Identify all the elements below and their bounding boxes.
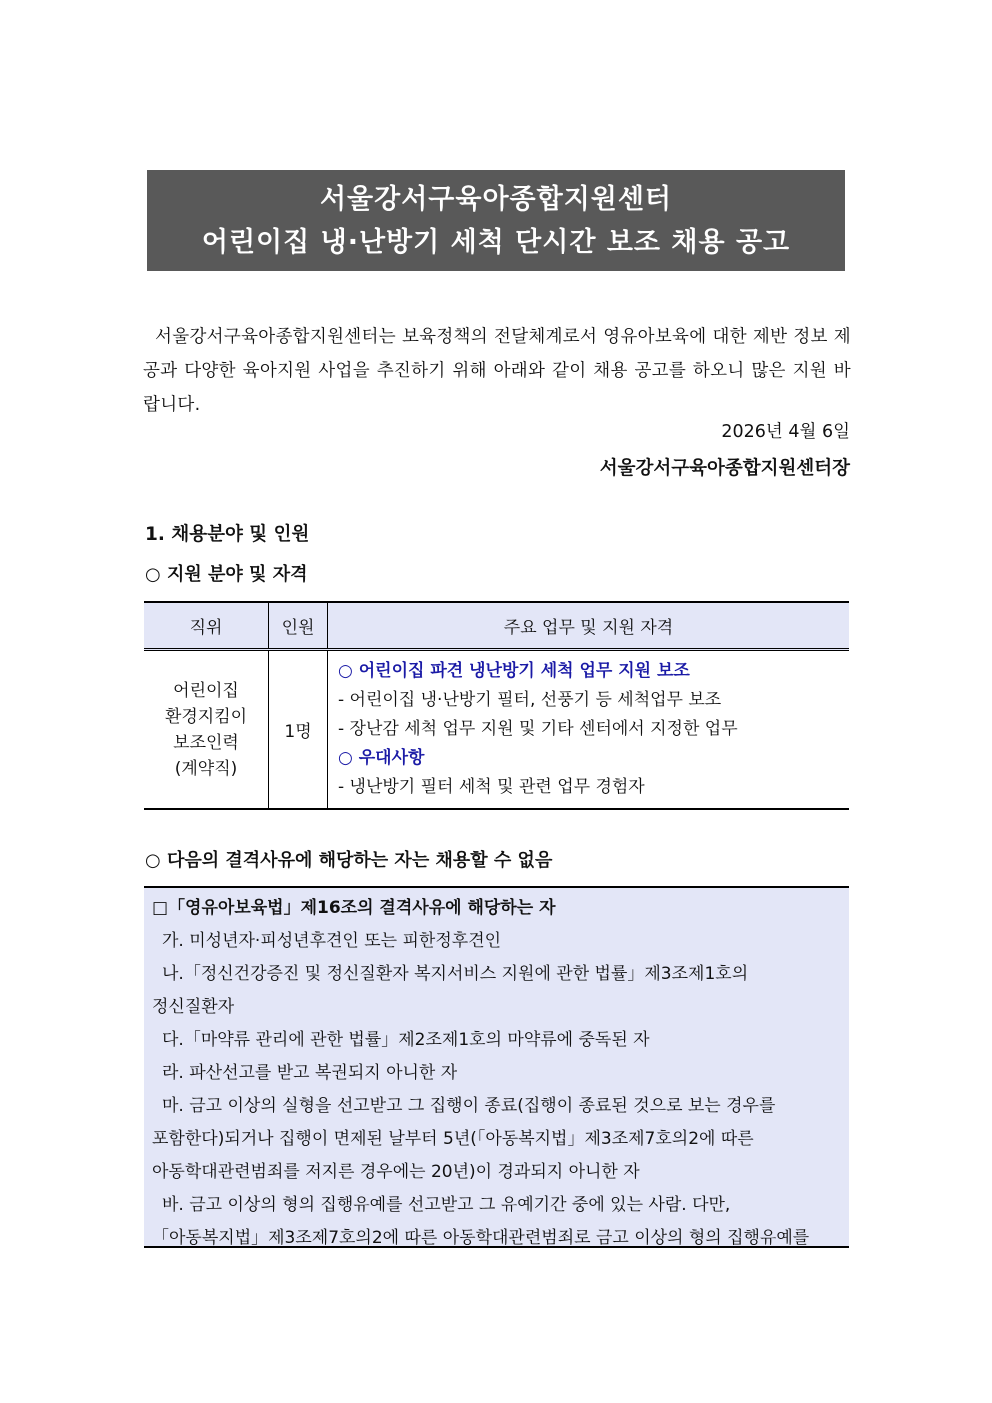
list-item: 아동학대관련범죄를 저지른 경우에는 20년)이 경과되지 아니한 자 (152, 1162, 640, 1182)
list-item: 「아동복지법」제3조제7호의2에 따른 아동학대관련범죄로 금고 이상의 형의 집행유예를 (152, 1228, 810, 1248)
announcement-date: 2026년 4월 6일 (721, 422, 850, 442)
duties-cell (328, 650, 850, 810)
signer: 서울강서구육아종합지원센터장 (599, 458, 850, 479)
list-item: 다.「마약류 관리에 관한 법률」제2조제1호의 마약류에 중독된 자 (162, 1030, 650, 1050)
duty-item: - 장난감 세척 업무 지원 및 기타 센터에서 지정한 업무 (338, 719, 738, 739)
disqualification-heading: ○ 다음의 결격사유에 해당하는 자는 채용할 수 없음 (145, 850, 553, 871)
preference-item: - 냉난방기 필터 세척 및 관련 업무 경험자 (338, 777, 645, 797)
title-line-1: 서울강서구육아종합지원센터 (319, 184, 673, 215)
header-count: 인원 (269, 602, 328, 650)
section-1-heading: 1. 채용분야 및 인원 (145, 524, 310, 545)
jobs-table (144, 601, 849, 810)
position-line: 보조인력 (173, 732, 239, 753)
table-row (144, 650, 849, 810)
list-item: 정신질환자 (152, 997, 235, 1017)
list-item: 라. 파산선고를 받고 복권되지 아니한 자 (162, 1063, 458, 1083)
disqualification-box (144, 886, 849, 1248)
position-line: (계약직) (174, 758, 238, 779)
header-position: 직위 (144, 602, 269, 650)
section-1-subheading: ○ 지원 분야 및 자격 (145, 564, 308, 585)
list-item: 가. 미성년자·피성년후견인 또는 피한정후견인 (162, 931, 502, 951)
intro-text: 서울강서구육아종합지원센터는 보육정책의 전달체계로서 영유아보육에 대한 제반 정보 제공과 다양한 육아지원 사업을 추진하기 위해 아래와 같이 채용 공고를 하오니 많은 지원 바랍니다. (143, 327, 851, 415)
list-item: 마. 금고 이상의 실형을 선고받고 그 집행이 종료(집행이 종료된 것으로 보는 경우를 (162, 1096, 776, 1116)
list-item: 바. 금고 이상의 형의 집행유예를 선고받고 그 유예기간 중에 있는 사람. 다만, (162, 1195, 731, 1215)
position-line: 어린이집 (173, 680, 239, 701)
count-cell: 1명 (269, 650, 328, 810)
duty-item: - 어린이집 냉·난방기 필터, 선풍기 등 세척업무 보조 (338, 690, 722, 710)
duty-heading: ○ 어린이집 파견 냉난방기 세척 업무 지원 보조 (338, 661, 690, 681)
table-header-row (144, 602, 849, 650)
title-box (147, 170, 845, 271)
intro-paragraph (143, 320, 851, 422)
header-duties: 주요 업무 및 지원 자격 (328, 602, 850, 650)
list-item: 포함한다)되거나 집행이 면제된 날부터 5년(「아동복지법」제3조제7호의2에 따른 (152, 1129, 754, 1149)
disqualification-box-head: □「영유아보육법」제16조의 결격사유에 해당하는 자 (152, 898, 556, 918)
list-item: 나.「정신건강증진 및 정신질환자 복지서비스 지원에 관한 법률」제3조제1호의 (162, 964, 749, 984)
position-line: 환경지킴이 (164, 706, 248, 727)
preference-heading: ○ 우대사항 (338, 748, 425, 768)
position-cell (144, 650, 269, 810)
title-line-2: 어린이집 냉·난방기 세척 단시간 보조 채용 공고 (201, 227, 791, 258)
